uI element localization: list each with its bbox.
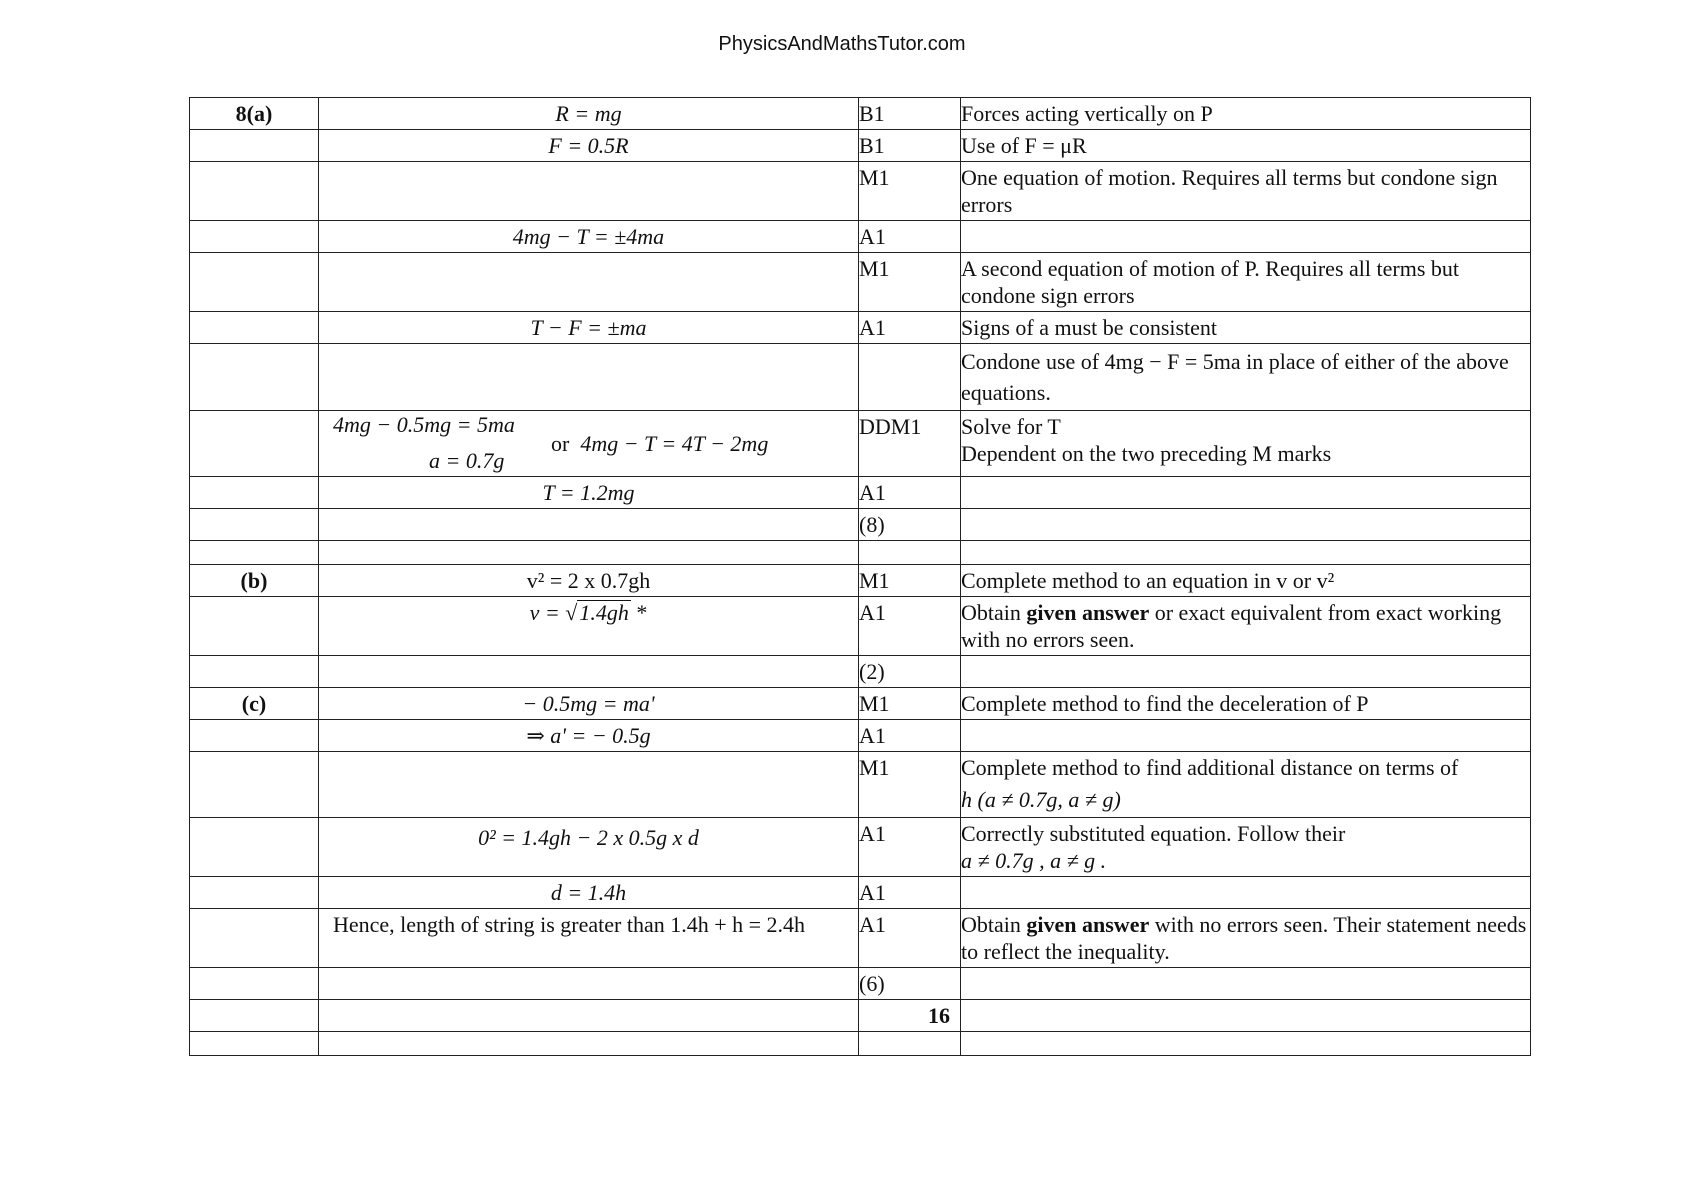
question-number — [190, 477, 319, 509]
notes — [961, 968, 1531, 1000]
question-number — [190, 344, 319, 411]
mark-subtotal: (6) — [859, 968, 961, 1000]
notes — [961, 597, 1531, 656]
working — [319, 1000, 859, 1032]
working-suffix: * — [630, 600, 648, 625]
question-number — [190, 130, 319, 162]
notes-prefix: Obtain — [961, 912, 1027, 937]
working: 0² = 1.4gh − 2 x 0.5g x d — [319, 818, 859, 877]
notes-line-1: Complete method to find additional distance on terms of — [961, 755, 1459, 780]
mark: A1 — [859, 818, 961, 877]
working — [319, 162, 859, 221]
working — [319, 968, 859, 1000]
table-row — [190, 565, 1531, 597]
notes — [961, 1032, 1531, 1056]
notes — [961, 877, 1531, 909]
notes — [961, 1000, 1531, 1032]
mark: DDM1 — [859, 411, 961, 477]
table-row — [190, 541, 1531, 565]
question-number — [190, 509, 319, 541]
question-number — [190, 597, 319, 656]
question-number — [190, 1000, 319, 1032]
mark: A1 — [859, 597, 961, 656]
notes — [961, 221, 1531, 253]
mark — [859, 1032, 961, 1056]
question-number: (b) — [190, 565, 319, 597]
working: − 0.5mg = ma' — [319, 688, 859, 720]
working-line-2: a = 0.7g — [429, 448, 505, 473]
working — [319, 344, 859, 411]
working-alternative — [551, 430, 768, 457]
working — [319, 1032, 859, 1056]
or-label: or — [551, 431, 570, 456]
notes-line-1: Solve for T — [961, 414, 1061, 439]
mark: M1 — [859, 752, 961, 818]
mark — [859, 344, 961, 411]
question-number — [190, 221, 319, 253]
working — [319, 752, 859, 818]
notes-line-2: a ≠ 0.7g , a ≠ g . — [961, 848, 1107, 873]
working — [319, 253, 859, 312]
working: v² = 2 x 0.7gh — [319, 565, 859, 597]
notes — [961, 477, 1531, 509]
table-row — [190, 1000, 1531, 1032]
question-number — [190, 411, 319, 477]
working: R = mg — [319, 98, 859, 130]
table-row — [190, 1032, 1531, 1056]
question-total: 16 — [859, 1000, 961, 1032]
mark-subtotal: (2) — [859, 656, 961, 688]
notes-suffix: with no errors seen. Their statement needs to reflect the inequality. — [961, 912, 1527, 964]
question-number — [190, 656, 319, 688]
notes-bold: given answer — [1026, 912, 1150, 937]
working: T = 1.2mg — [319, 477, 859, 509]
table-row — [190, 597, 1531, 656]
mark: A1 — [859, 720, 961, 752]
mark: M1 — [859, 162, 961, 221]
table-row — [190, 656, 1531, 688]
table-row — [190, 720, 1531, 752]
working — [319, 411, 859, 477]
table-row — [190, 688, 1531, 720]
table-row — [190, 752, 1531, 818]
working — [319, 509, 859, 541]
table-row — [190, 344, 1531, 411]
mark: A1 — [859, 909, 961, 968]
sqrt-sign: √ — [565, 600, 578, 625]
working: ⇒ a' = − 0.5g — [319, 720, 859, 752]
working: Hence, length of string is greater than 1.4h + h = 2.4h — [319, 909, 859, 968]
notes — [961, 411, 1531, 477]
notes: Signs of a must be consistent — [961, 312, 1531, 344]
mark-subtotal: (8) — [859, 509, 961, 541]
notes: Forces acting vertically on P — [961, 98, 1531, 130]
mark: M1 — [859, 688, 961, 720]
notes-prefix: Obtain — [961, 600, 1027, 625]
notes — [961, 818, 1531, 877]
site-header: PhysicsAndMathsTutor.com — [718, 33, 966, 55]
sqrt-radicand: 1.4gh — [579, 600, 629, 625]
question-number — [190, 818, 319, 877]
working: F = 0.5R — [319, 130, 859, 162]
table-row — [190, 130, 1531, 162]
working-alternative-equation: 4mg − T = 4T − 2mg — [580, 431, 769, 456]
mark — [859, 541, 961, 565]
notes: Condone use of 4mg − F = 5ma in place of either of the above equations. — [961, 344, 1531, 411]
notes — [961, 752, 1531, 818]
table-row — [190, 312, 1531, 344]
mark: M1 — [859, 565, 961, 597]
table-row — [190, 509, 1531, 541]
question-number — [190, 909, 319, 968]
working: T − F = ±ma — [319, 312, 859, 344]
notes — [961, 909, 1531, 968]
notes — [961, 656, 1531, 688]
question-number — [190, 877, 319, 909]
working: 4mg − T = ±4ma — [319, 221, 859, 253]
table-row — [190, 162, 1531, 221]
notes-bold: given answer — [1026, 600, 1150, 625]
table-row — [190, 253, 1531, 312]
notes: A second equation of motion of P. Requires all terms but condone sign errors — [961, 253, 1531, 312]
question-number: (c) — [190, 688, 319, 720]
question-number — [190, 752, 319, 818]
working: d = 1.4h — [319, 877, 859, 909]
question-number — [190, 312, 319, 344]
table-row — [190, 818, 1531, 877]
mark: B1 — [859, 130, 961, 162]
table-row — [190, 98, 1531, 130]
mark: A1 — [859, 477, 961, 509]
question-number — [190, 541, 319, 565]
table-row — [190, 411, 1531, 477]
working-line-1: 4mg − 0.5mg = 5ma — [333, 412, 515, 437]
question-number — [190, 162, 319, 221]
mark: M1 — [859, 253, 961, 312]
notes-line-2: h (a ≠ 0.7g, a ≠ g) — [961, 787, 1121, 812]
table-row — [190, 221, 1531, 253]
notes-line-2: Dependent on the two preceding M marks — [961, 441, 1332, 466]
notes: Complete method to find the deceleration of P — [961, 688, 1531, 720]
table-row — [190, 909, 1531, 968]
table-row — [190, 877, 1531, 909]
mark: B1 — [859, 98, 961, 130]
question-number — [190, 253, 319, 312]
notes: Complete method to an equation in v or v² — [961, 565, 1531, 597]
mark: A1 — [859, 221, 961, 253]
notes: One equation of motion. Requires all terms but condone sign errors — [961, 162, 1531, 221]
question-number — [190, 720, 319, 752]
mark: A1 — [859, 877, 961, 909]
working — [319, 597, 859, 656]
working-prefix: v = — [529, 600, 566, 625]
notes — [961, 541, 1531, 565]
mark-scheme-table — [189, 97, 1531, 1056]
question-number — [190, 968, 319, 1000]
mark: A1 — [859, 312, 961, 344]
notes-suffix: or exact equivalent from exact working with no errors seen. — [961, 600, 1502, 652]
table-row — [190, 968, 1531, 1000]
table-row — [190, 477, 1531, 509]
question-number: 8(a) — [190, 98, 319, 130]
working — [319, 541, 859, 565]
notes — [961, 720, 1531, 752]
working — [319, 656, 859, 688]
question-number — [190, 1032, 319, 1056]
notes-line-1: Correctly substituted equation. Follow their — [961, 821, 1346, 846]
notes: Use of F = μR — [961, 130, 1531, 162]
notes — [961, 509, 1531, 541]
